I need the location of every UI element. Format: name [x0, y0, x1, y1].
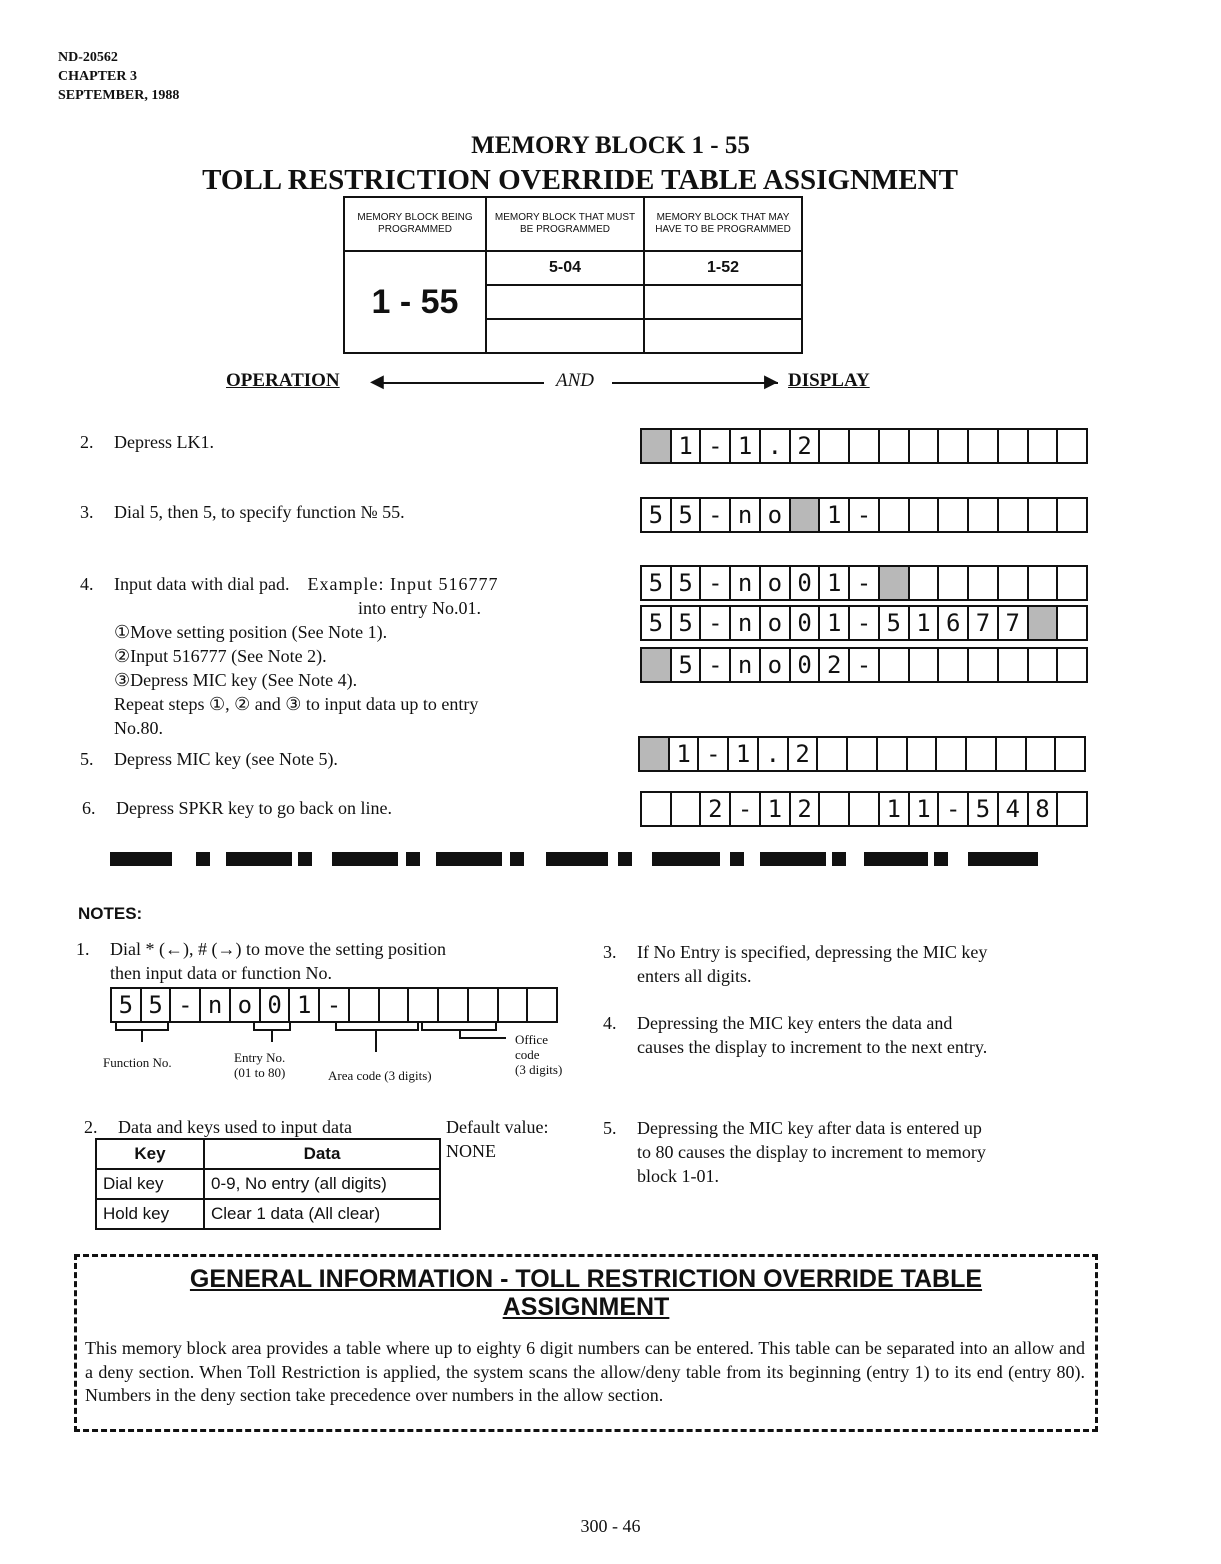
lcd-cell: 1: [908, 793, 938, 825]
lcd-cell: [967, 499, 997, 531]
default-value: NONE: [446, 1141, 496, 1161]
lcd-cell: [640, 738, 668, 770]
lcd-cell: 7: [997, 607, 1027, 639]
note-line: block 1-01.: [637, 1166, 719, 1186]
function-no-label: Function No.: [103, 1055, 172, 1070]
substep-repeat: Repeat steps ①, ② and ③ to input data up to entry: [114, 694, 479, 714]
lcd-display-step5: [638, 736, 1086, 772]
lcd-cell: -: [848, 607, 878, 639]
substep-1: ①Move setting position (See Note 1).: [114, 622, 388, 642]
lcd-display-step4b: [640, 605, 1088, 641]
lcd-cell: n: [729, 567, 759, 599]
note-number: 5.: [603, 1118, 617, 1138]
lcd-cell: -: [729, 793, 759, 825]
lcd-display-step4c: [640, 647, 1088, 683]
general-info-title-line1: GENERAL INFORMATION - TOLL RESTRICTION OVERRIDE TABLE: [189, 1265, 983, 1293]
step-text: Depress MIC key (see Note 5).: [114, 749, 338, 769]
data-header: Data: [204, 1139, 440, 1169]
lcd-cell: 5: [878, 607, 908, 639]
lcd-cell: [848, 430, 878, 462]
arrowhead-right-icon: ▶: [764, 371, 778, 391]
lcd-cell: [997, 649, 1027, 681]
default-value-label: Default value:: [446, 1117, 549, 1137]
page-number: 300 - 46: [580, 1516, 641, 1536]
lcd-cell: o: [229, 989, 259, 1021]
step-6: [82, 796, 392, 820]
lcd-cell: n: [199, 989, 229, 1021]
lcd-cell: [1027, 649, 1057, 681]
lcd-cell: [878, 499, 908, 531]
lcd-cell: 0: [259, 989, 289, 1021]
note-line: Depressing the MIC key after data is entered up: [637, 1118, 982, 1138]
empty-cell: [486, 285, 644, 319]
lcd-cell: 5: [670, 567, 700, 599]
lcd-cell: 1: [759, 793, 789, 825]
office-label: Office: [515, 1032, 548, 1047]
step-text: Depress SPKR key to go back on line.: [116, 798, 392, 818]
lcd-cell: [818, 793, 848, 825]
lcd-cell: 1: [878, 793, 908, 825]
chapter: CHAPTER 3: [58, 69, 137, 84]
lcd-cell: -: [848, 567, 878, 599]
lcd-cell: 5: [648, 569, 664, 597]
lcd-cell: [497, 989, 527, 1021]
lcd-cell: 0: [789, 649, 819, 681]
note-number: 1.: [76, 939, 90, 959]
key-header: Key: [96, 1139, 204, 1169]
step-number: 3.: [80, 502, 94, 522]
lcd-cell: [846, 738, 876, 770]
section-divider: [110, 852, 1040, 868]
lcd-cell: 5: [648, 609, 664, 637]
note-line: Depressing the MIC key enters the data and: [637, 1013, 953, 1033]
lcd-cell: [937, 649, 967, 681]
lcd-cell: 5: [967, 793, 997, 825]
lcd-cell: 2: [818, 649, 848, 681]
lcd-cell: 5: [670, 499, 700, 531]
page-subtitle: TOLL RESTRICTION OVERRIDE TABLE ASSIGNMENT: [202, 164, 958, 196]
lcd-cell: [967, 567, 997, 599]
note-2: [84, 1115, 352, 1139]
note-number: 2.: [84, 1117, 98, 1137]
lcd-cell: 6: [937, 607, 967, 639]
step-5: [80, 747, 338, 771]
lcd-cell: -: [848, 649, 878, 681]
step-2: [80, 430, 214, 454]
lcd-cell: n: [729, 607, 759, 639]
step-example-2: into entry No.01.: [358, 598, 481, 618]
lcd-cell: [908, 567, 938, 599]
lcd-cell: 1: [818, 607, 848, 639]
lcd-cell: -: [697, 738, 727, 770]
lcd-cell: 5: [670, 649, 700, 681]
lcd-cell: -: [699, 567, 729, 599]
lcd-cell: 1: [668, 738, 698, 770]
note-number: 4.: [603, 1013, 617, 1033]
block-being-programmed: 1 - 55: [344, 251, 486, 353]
substep-repeat-2: No.80.: [114, 718, 163, 738]
lcd-cell: [937, 567, 967, 599]
lcd-cell: [1025, 738, 1055, 770]
note-1: [76, 937, 555, 985]
lcd-cell: .: [759, 430, 789, 462]
lcd-cell: [642, 793, 670, 825]
lcd-cell: [1027, 567, 1057, 599]
lcd-cell: [642, 649, 670, 681]
lcd-cell: [1056, 607, 1086, 639]
lcd-cell: [967, 430, 997, 462]
lcd-cell: 7: [967, 607, 997, 639]
right-arrow-icon: [612, 382, 778, 384]
lcd-cell: [908, 430, 938, 462]
lcd-cell: 8: [1027, 793, 1057, 825]
lcd-cell: [437, 989, 467, 1021]
page-title: MEMORY BLOCK 1 - 55: [471, 132, 750, 159]
entry-range-label: (01 to 80): [234, 1065, 286, 1080]
lcd-display-note: [110, 987, 558, 1023]
lcd-cell: [526, 989, 556, 1021]
note-line: Dial * (←), # (→) to move the setting position: [110, 939, 446, 959]
lcd-cell: -: [699, 430, 729, 462]
lcd-cell: [937, 499, 967, 531]
col-must-program: MEMORY BLOCK THAT MUST BE PROGRAMMED: [486, 197, 644, 251]
lcd-cell: 1: [727, 738, 757, 770]
key-cell: Dial key: [96, 1169, 204, 1199]
lcd-display-step2: [640, 428, 1088, 464]
note-line: causes the display to increment to the next entry.: [637, 1037, 988, 1057]
lcd-cell: 2: [789, 430, 819, 462]
step-3: [80, 500, 405, 524]
col-may-program: MEMORY BLOCK THAT MAY HAVE TO BE PROGRAMMED: [644, 197, 802, 251]
step-number: 2.: [80, 432, 94, 452]
office-digits-label: (3 digits): [515, 1062, 563, 1077]
operation-label: OPERATION: [226, 370, 340, 391]
lcd-cell: 5: [140, 989, 170, 1021]
lcd-cell: o: [759, 567, 789, 599]
lcd-cell: [997, 499, 1027, 531]
lcd-cell: [1056, 567, 1086, 599]
lcd-cell: o: [759, 499, 789, 531]
lcd-cell: 1: [908, 607, 938, 639]
col-being-programmed: MEMORY BLOCK BEING PROGRAMMED: [344, 197, 486, 251]
lcd-cell: -: [699, 607, 729, 639]
lcd-cell: n: [729, 499, 759, 531]
lcd-cell: [1054, 738, 1084, 770]
note-line: If No Entry is specified, depressing the MIC key: [637, 942, 988, 962]
lcd-cell: 5: [648, 501, 664, 529]
lcd-cell: 1: [729, 430, 759, 462]
lcd-cell: 2: [787, 738, 817, 770]
lcd-cell: -: [318, 989, 348, 1021]
lcd-cell: -: [848, 499, 878, 531]
lcd-cell: 2: [789, 793, 819, 825]
general-info-title: [77, 1265, 1095, 1321]
step-text: Dial 5, then 5, to specify function № 55.: [114, 502, 405, 522]
lcd-cell: [967, 649, 997, 681]
may-block-value: 1-52: [644, 251, 802, 285]
lcd-cell: [348, 989, 378, 1021]
lcd-cell: [878, 430, 908, 462]
note-4: [603, 1011, 1087, 1059]
step-number: 5.: [80, 749, 94, 769]
general-information-box: [74, 1254, 1098, 1432]
must-block-value: 5-04: [486, 251, 644, 285]
lcd-cell: 2: [699, 793, 729, 825]
lcd-display-step6: [640, 791, 1088, 827]
lcd-cell: [908, 499, 938, 531]
left-arrow-icon: [374, 382, 544, 384]
lcd-cell: [848, 793, 878, 825]
lcd-cell: [467, 989, 497, 1021]
step-number: 6.: [82, 798, 96, 818]
lcd-cell: [908, 649, 938, 681]
document-header: [58, 48, 179, 105]
lcd-cell: [965, 738, 995, 770]
lcd-cell: [935, 738, 965, 770]
lcd-cell: n: [729, 649, 759, 681]
lcd-cell: -: [169, 989, 199, 1021]
lcd-cell: [878, 649, 908, 681]
lcd-cell: [906, 738, 936, 770]
lcd-cell: [378, 989, 408, 1021]
lcd-cell: [1027, 607, 1057, 639]
lcd-display-step4a: [640, 565, 1088, 601]
step-example: Example: Input 516777: [307, 574, 499, 594]
note-number: 3.: [603, 942, 617, 962]
step-text: Depress LK1.: [114, 432, 214, 452]
lcd-cell: [995, 738, 1025, 770]
empty-cell: [644, 285, 802, 319]
lcd-cell: -: [937, 793, 967, 825]
lcd-cell: o: [759, 649, 789, 681]
lcd-cell: o: [759, 607, 789, 639]
doc-number: ND-20562: [58, 50, 118, 65]
lcd-display-step3: [640, 497, 1088, 533]
data-cell: Clear 1 data (All clear): [204, 1199, 440, 1229]
step-text: Input data with dial pad.: [114, 574, 290, 594]
lcd-cell: 4: [997, 793, 1027, 825]
lcd-cell: [1056, 793, 1086, 825]
lcd-cell: [1056, 430, 1086, 462]
display-label: DISPLAY: [788, 370, 870, 391]
lcd-cell: 1: [818, 499, 848, 531]
notes-heading: NOTES:: [78, 904, 143, 923]
step-4: [80, 572, 634, 740]
lcd-cell: 1: [818, 567, 848, 599]
lcd-cell: [997, 567, 1027, 599]
empty-cell: [486, 319, 644, 353]
lcd-cell: 5: [118, 991, 134, 1019]
memory-block-table: [343, 196, 803, 354]
lcd-cell: [1027, 499, 1057, 531]
substep-3: ③Depress MIC key (See Note 4).: [114, 670, 358, 690]
lcd-cell: [407, 989, 437, 1021]
substep-2: ②Input 516777 (See Note 2).: [114, 646, 327, 666]
area-code-label: Area code (3 digits): [328, 1068, 432, 1083]
lcd-cell: 5: [670, 607, 700, 639]
empty-cell: [644, 319, 802, 353]
lcd-cell: 1: [288, 989, 318, 1021]
general-info-body: This memory block area provides a table where up to eighty 6 digit numbers can be entered. This table can be separated into an allow and a deny section. When Toll Restriction is applied, the system scans the allow/deny table from its beginning (entry 1) to its end (entry 80). Numbers in the deny section take precedence over numbers in the allow section.: [85, 1338, 1085, 1405]
data-cell: 0-9, No entry (all digits): [204, 1169, 440, 1199]
note-3: [603, 940, 1087, 988]
lcd-cell: 0: [789, 607, 819, 639]
operation-display-line: [226, 370, 886, 396]
lcd-cell: [1056, 649, 1086, 681]
lcd-cell: [997, 430, 1027, 462]
note-line: then input data or function No.: [110, 963, 332, 983]
lcd-cell: [1056, 499, 1086, 531]
code-label: code: [515, 1047, 540, 1062]
lcd-cell: -: [699, 649, 729, 681]
lcd-cell: 0: [789, 567, 819, 599]
lcd-cell: [816, 738, 846, 770]
note-5: [603, 1116, 1087, 1188]
entry-no-label: Entry No.: [234, 1050, 286, 1065]
lcd-cell: [818, 430, 848, 462]
lcd-cell: [876, 738, 906, 770]
lcd-cell: [642, 430, 670, 462]
lcd-cell: [878, 567, 908, 599]
lcd-cell: [937, 430, 967, 462]
and-label: AND: [556, 370, 594, 391]
lcd-cell: -: [699, 499, 729, 531]
key-cell: Hold key: [96, 1199, 204, 1229]
general-info-title-line2: ASSIGNMENT: [502, 1293, 670, 1321]
key-data-table: [95, 1138, 441, 1230]
note-line: enters all digits.: [637, 966, 752, 986]
note-line: Data and keys used to input data: [118, 1117, 352, 1137]
lcd-cell: [789, 499, 819, 531]
lcd-cell: .: [757, 738, 787, 770]
lcd-cell: [670, 793, 700, 825]
arrowhead-left-icon: ◀: [370, 371, 384, 391]
lcd-cell: 1: [670, 430, 700, 462]
lcd-cell: [1027, 430, 1057, 462]
date: SEPTEMBER, 1988: [58, 88, 180, 103]
note-line: to 80 causes the display to increment to memory: [637, 1142, 986, 1162]
step-number: 4.: [80, 574, 94, 594]
